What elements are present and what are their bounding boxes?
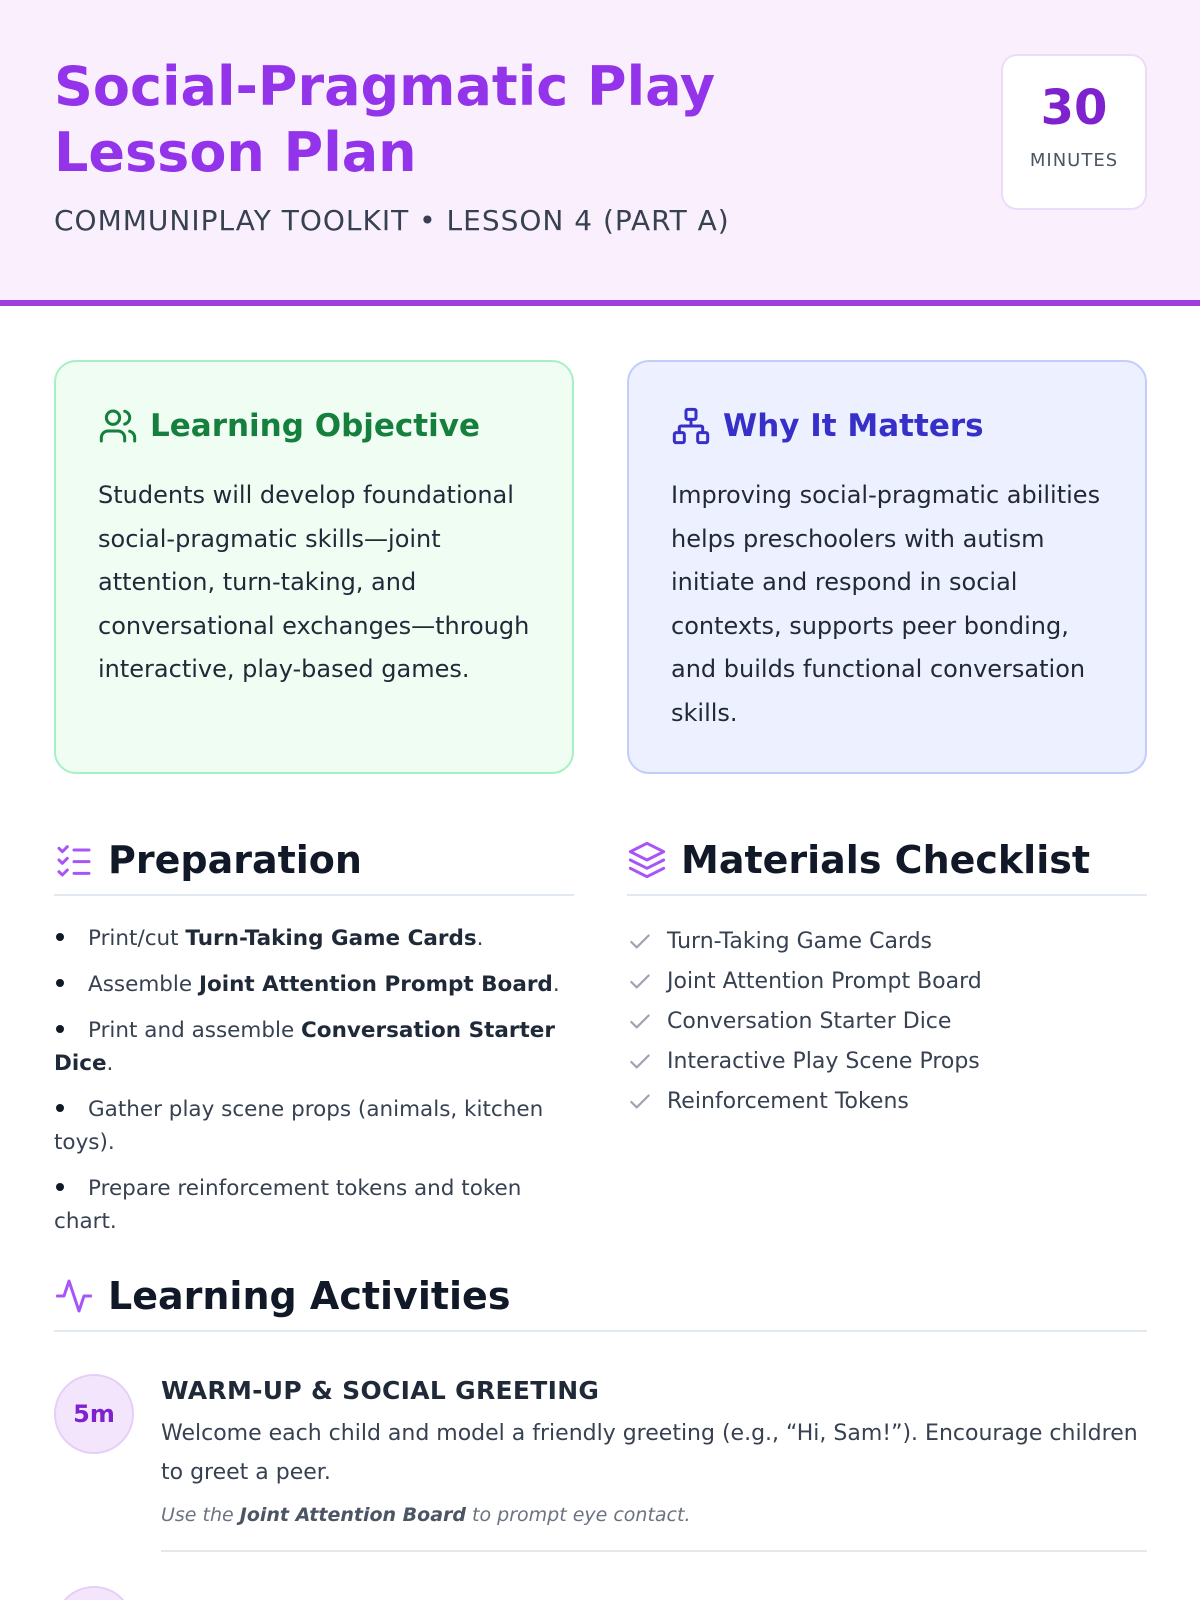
why-it-matters-title: Why It Matters bbox=[723, 408, 984, 444]
checklist-item bbox=[627, 1002, 1147, 1042]
preparation-title: Preparation bbox=[108, 838, 362, 882]
users-icon bbox=[98, 406, 138, 446]
hierarchy-icon bbox=[671, 406, 711, 446]
why-it-matters-card bbox=[627, 360, 1147, 774]
list-item-text-end: . bbox=[476, 926, 484, 951]
duration-badge bbox=[1001, 54, 1147, 210]
activities-header bbox=[54, 1262, 1147, 1332]
checklist-item bbox=[627, 1082, 1147, 1122]
activity-divider bbox=[161, 1550, 1147, 1552]
list-item bbox=[54, 1093, 574, 1159]
activity-tip-text: Use the bbox=[161, 1504, 240, 1526]
checklist-item-label: Turn-Taking Game Cards bbox=[667, 929, 933, 954]
list-item-bold: Joint Attention Prompt Board bbox=[198, 972, 553, 997]
learning-objective-card bbox=[54, 360, 574, 774]
bullet-dot bbox=[56, 1183, 64, 1191]
bullet-dot bbox=[56, 1025, 64, 1033]
checklist-item-label: Joint Attention Prompt Board bbox=[667, 969, 982, 994]
activity-tip-bold: Joint Attention Board bbox=[239, 1504, 466, 1526]
duration-unit: MINUTES bbox=[1029, 150, 1119, 171]
activity-tip-text-end: to prompt eye contact. bbox=[465, 1504, 691, 1526]
list-item-text: Prepare reinforcement tokens and token chart. bbox=[54, 1176, 522, 1234]
activity-content bbox=[161, 1374, 1147, 1526]
why-it-matters-text: Improving social-pragmatic abilities helps preschoolers with autism initiate and respond in social contexts, supports peer bonding, and builds functional conversation skills. bbox=[671, 481, 1101, 727]
materials-list bbox=[627, 922, 1147, 1122]
activity-title: WARM-UP & SOCIAL GREETING bbox=[161, 1376, 600, 1405]
check-icon bbox=[627, 969, 653, 995]
list-item-bold: Conversation Starter Dice bbox=[54, 1018, 555, 1076]
materials-title: Materials Checklist bbox=[681, 838, 1091, 882]
list-item-bold: Turn-Taking Game Cards bbox=[185, 926, 477, 951]
page-title: Social-Pragmatic Play Lesson Plan bbox=[54, 55, 716, 184]
checklist-item bbox=[627, 962, 1147, 1002]
bullet-dot bbox=[56, 979, 64, 987]
preparation-header bbox=[54, 826, 574, 896]
learning-objective-text: Students will develop foundational social-pragmatic skills—joint attention, turn-taking, and conversational exchanges—through interactive, play-based games. bbox=[98, 481, 530, 683]
next-activity-badge bbox=[54, 1586, 134, 1600]
activities-title: Learning Activities bbox=[108, 1274, 511, 1318]
header bbox=[0, 0, 1200, 306]
list-item-text: Print/cut bbox=[88, 926, 186, 951]
checklist-item bbox=[627, 1042, 1147, 1082]
checklist-icon bbox=[54, 840, 94, 880]
checklist-item bbox=[627, 922, 1147, 962]
layers-icon bbox=[627, 840, 667, 880]
list-item bbox=[54, 1014, 574, 1080]
list-item-text: Print and assemble bbox=[88, 1018, 302, 1043]
checklist-item-label: Interactive Play Scene Props bbox=[667, 1049, 980, 1074]
activity-icon bbox=[54, 1276, 94, 1316]
activity-description: Welcome each child and model a friendly greeting (e.g., “Hi, Sam!”). Encourage children to greet a peer. bbox=[161, 1421, 1138, 1485]
check-icon bbox=[627, 1089, 653, 1115]
bullet-dot bbox=[56, 1104, 64, 1112]
list-item-text-end: . bbox=[552, 972, 560, 997]
check-icon bbox=[627, 1049, 653, 1075]
list-item-text: Assemble bbox=[88, 972, 199, 997]
checklist-item-label: Conversation Starter Dice bbox=[667, 1009, 952, 1034]
preparation-list bbox=[54, 922, 574, 1251]
list-item-text: Gather play scene props (animals, kitchen toys). bbox=[54, 1097, 544, 1155]
check-icon bbox=[627, 929, 653, 955]
list-item-text-end: . bbox=[106, 1051, 114, 1076]
activity-duration-badge: 5m bbox=[54, 1374, 134, 1454]
list-item bbox=[54, 922, 574, 955]
page-subtitle: COMMUNIPLAY TOOLKIT • LESSON 4 (PART A) bbox=[54, 204, 730, 237]
list-item bbox=[54, 1172, 574, 1238]
learning-objective-title: Learning Objective bbox=[150, 408, 480, 444]
materials-header bbox=[627, 826, 1147, 896]
list-item bbox=[54, 968, 574, 1001]
duration-value: 30 bbox=[1040, 80, 1108, 136]
bullet-dot bbox=[56, 933, 64, 941]
activity-tip bbox=[161, 1504, 1147, 1526]
check-icon bbox=[627, 1009, 653, 1035]
checklist-item-label: Reinforcement Tokens bbox=[667, 1089, 909, 1114]
